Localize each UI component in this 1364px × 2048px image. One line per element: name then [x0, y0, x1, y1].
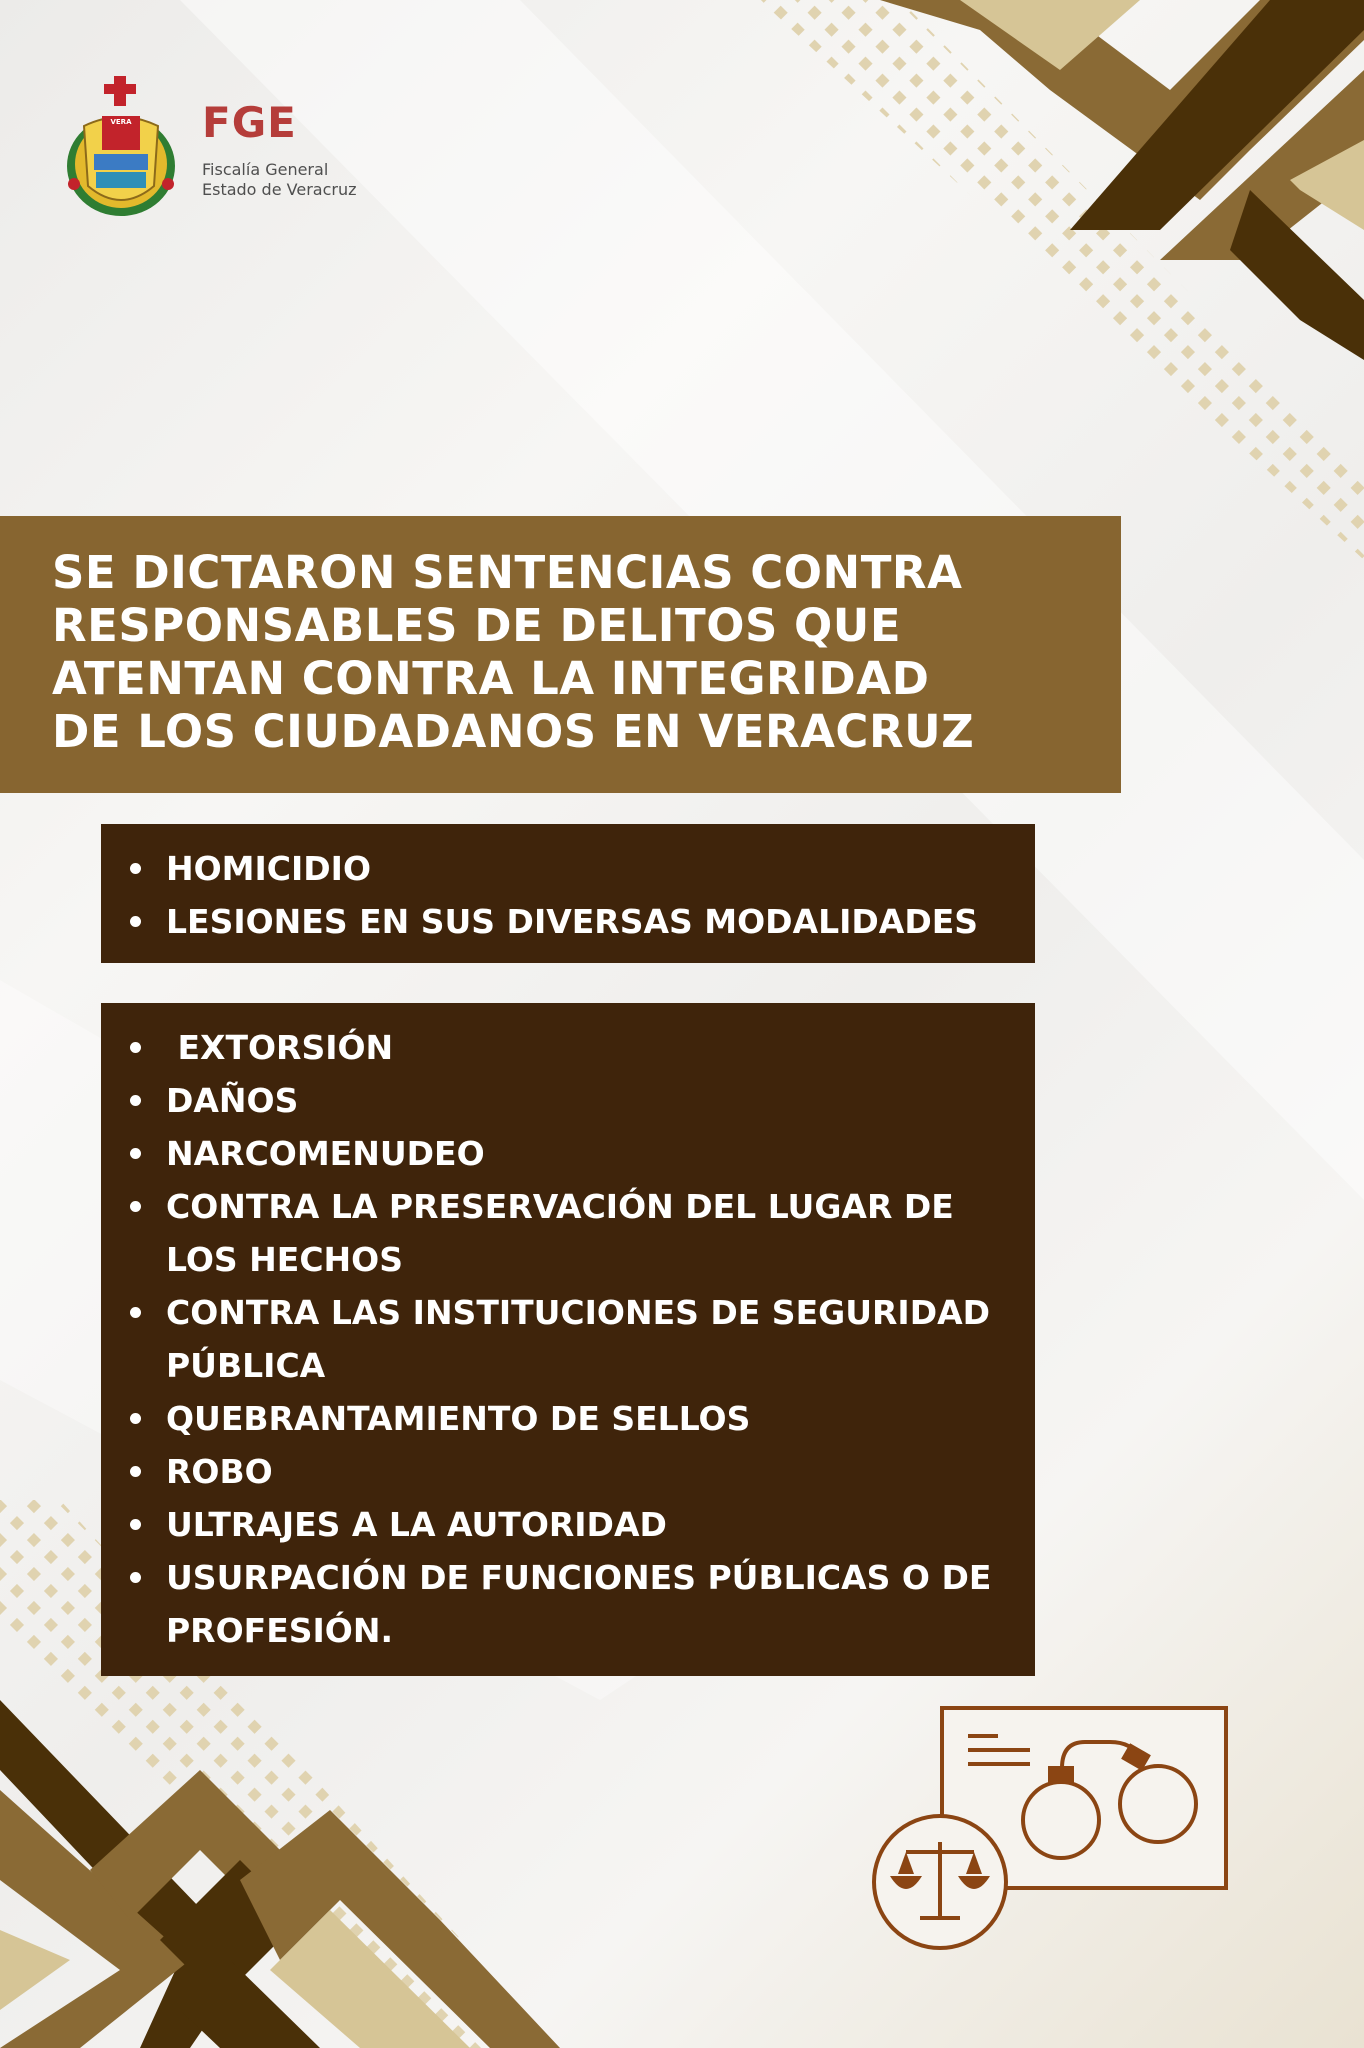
crime-list-box-1 [101, 824, 1035, 963]
veracruz-coat-of-arms-icon [62, 74, 180, 220]
list-item: QUEBRANTAMIENTO DE SELLOS [101, 1392, 1035, 1445]
list-item: LESIONES EN SUS DIVERSAS MODALIDADES [101, 895, 1035, 948]
list-item: DAÑOS [101, 1074, 1035, 1127]
headline-text: SE DICTARON SENTENCIAS CONTRA RESPONSABLES DE DELITOS QUE ATENTAN CONTRA LA INTEGRIDAD DE LOS CIUDADANOS EN VERACRUZ [52, 546, 975, 758]
svg-text:VERA: VERA [110, 118, 132, 126]
list-item: ROBO [101, 1445, 1035, 1498]
crime-list-2 [101, 1021, 1035, 1657]
justice-scale-icon [874, 1816, 1006, 1948]
fge-logo [62, 74, 382, 224]
fge-subtitle [202, 160, 356, 200]
list-item: CONTRA LA PRESERVACIÓN DEL LUGAR DE LOS HECHOS [101, 1180, 1035, 1286]
list-item: EXTORSIÓN [101, 1021, 1035, 1074]
fge-name-line1: Fiscalía General [202, 160, 329, 179]
fge-name-line2: Estado de Veracruz [202, 180, 357, 199]
list-item: USURPACIÓN DE FUNCIONES PÚBLICAS O DE PROFESIÓN. [101, 1551, 1035, 1657]
headline-banner [0, 516, 1121, 793]
crime-list-1 [101, 842, 1035, 948]
list-item: NARCOMENUDEO [101, 1127, 1035, 1180]
list-item: ULTRAJES A LA AUTORIDAD [101, 1498, 1035, 1551]
justice-illustration [870, 1706, 1230, 1952]
list-item: HOMICIDIO [101, 842, 1035, 895]
fge-acronym: FGE [202, 98, 297, 147]
crime-list-box-2 [101, 1003, 1035, 1676]
list-item: CONTRA LAS INSTITUCIONES DE SEGURIDAD PÚBLICA [101, 1286, 1035, 1392]
